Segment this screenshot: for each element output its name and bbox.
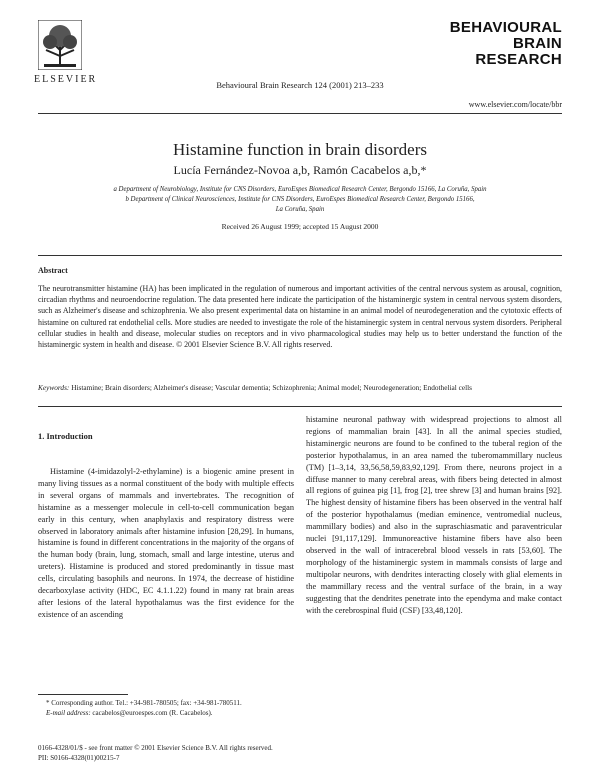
corresponding-author: * Corresponding author. Tel.: +34-981-780505; fax: +34-981-780511. [46, 699, 242, 707]
journal-reference: Behavioural Brain Research 124 (2001) 213–233 [216, 80, 384, 90]
bottom-matter [38, 744, 273, 763]
received-dates: Received 26 August 1999; accepted 15 August 2000 [221, 222, 379, 231]
abstract-bottom-rule [38, 406, 562, 407]
journal-logo-line-2: BRAIN [513, 35, 562, 52]
journal-logo [450, 20, 562, 68]
email-label: E-mail address: [46, 708, 91, 717]
article-title: Histamine function in brain disorders [172, 140, 427, 159]
abstract-text: The neurotransmitter histamine (HA) has been implicated in the regulation of numerous and important activities of the central nervous system as arousal, cognition, circadian rhythms and neuroendocrine regulation. The data presented here indicate the participation of the histaminergic system in central nervous system disorders, such as Alzheimer's disease and schizophrenia. We also present experimental data on histamine in an animal model of neurodegeneration and the cytotoxic effects of histamine on cultured rat endothelial cells. More studies are needed to investigate the role of the histaminergic system in central nervous system disorders. Peripheral cellular studies in health and disease, molecular studies on receptors and in vivo pharmacological studies may help us to better understand the function of the histaminergic system in health and disease. © 2001 Elsevier Science B.V. All rights reserved. [38, 284, 562, 350]
header-rule [38, 113, 562, 114]
section-heading-introduction: 1. Introduction [38, 431, 93, 441]
keywords-list: Histamine; Brain disorders; Alzheimer's disease; Vascular dementia; Schizophrenia; Animal model; Neurodegeneration; Endothelial cells [71, 383, 472, 392]
footnote-rule [38, 694, 128, 695]
affiliation-b: b Department of Clinical Neurosciences, Institute for CNS Disorders, EuroEspes Biomedical Research Center, Bergondo 15166, [125, 196, 475, 203]
keywords [38, 383, 562, 393]
intro-paragraph-1: Histamine (4-imidazolyl-2-ethylamine) is a biogenic amine present in many living tissues as a normal constituent of the body with multiple effects in several organs of mammals and invertebrates. The recognition of histamine as a messenger molecule in cell-to-cell communication began early in this century, when anaphylaxis and respiratory distress were observed in laboratory animals after histamine infusion [28,29]. In humans, histamine is found in different concentrations in the majority of the organs of the human body (brain, lung, stomach, small and large intestine, uterus and ureters). Histamine is produced and stored predominantly in tissue mast cells, circulating basophils and neurons. In 1974, the decrease of histidine decarboxylase activity (HDC, EC 4.1.1.22) found in many rat brain areas after lesions of the lateral hypothalamus was the first evidence for the existence of an ascending [38, 467, 294, 619]
elsevier-tree-logo-icon [38, 20, 82, 70]
issn-line: 0166-4328/01/$ - see front matter © 2001 Elsevier Science B.V. All rights reserved. [38, 744, 273, 752]
abstract-heading: Abstract [38, 266, 68, 275]
intro-paragraph-1-cont: histamine neuronal pathway with widespread projections to almost all regions of mammalian brain [43]. In all the animal species studied, histaminergic neurons are found to be confined to the tuberal region of the posterior hypothalamus, in an area named the tuberomammillary nucleus (TM) [1–3,14, 33,56,58,59,83,92,129]. From there, neurons project in a diffuse manner to many cerebral areas, with fibers being detected in almost all regions of guinea pig [1], frog [2], tree shrew [3] and human brains [92]. The highest density of histamine fibers has been observed in the ventral half of the posterior hypothalamus (median eminence, ventromedial nucleus, mammillary bodies) and also in the supraschiasmatic and paraventricular nuclei [91,117,129]. Immunoreactive histamine fibers have also been observed in the wall of intracerebral blood vessels in rats [53,60]. The morphology of the histaminergic system in mammals consists of large and multipolar neurons, with dendrites interacting closely with glial elements in the mammillary recess and the ventral surface of the brain, in a way suggesting that the dendrites penetrate into the ependyma and make contact with the cerebrospinal fluid (CSF) [33,48,120]. [306, 415, 562, 615]
email-line [38, 709, 294, 719]
body-column-right [306, 414, 562, 616]
affiliation-b-cont: La Coruña, Spain [275, 206, 325, 213]
pii-line: PII: S0166-4328(01)00215-7 [38, 753, 120, 762]
journal-url[interactable]: www.elsevier.com/locate/bbr [468, 100, 562, 109]
publisher-name: ELSEVIER [34, 74, 98, 85]
email-address[interactable]: cacabelos@euroespes.com (R. Cacabelos). [92, 708, 213, 717]
keywords-label: Keywords: [38, 383, 70, 392]
footnote [38, 699, 294, 718]
abstract-top-rule [38, 255, 562, 256]
article-authors: Lucía Fernández-Novoa a,b, Ramón Cacabelos a,b,* [173, 163, 427, 177]
body-column-left [38, 466, 294, 621]
journal-logo-line-1: BEHAVIOURAL [449, 19, 562, 36]
affiliation-a: a Department of Neurobiology, Institute for CNS Disorders, EuroEspes Biomedical Research Center, Bergondo 15166, La Coruña, Spain [113, 186, 487, 193]
journal-logo-line-3: RESEARCH [475, 51, 562, 68]
